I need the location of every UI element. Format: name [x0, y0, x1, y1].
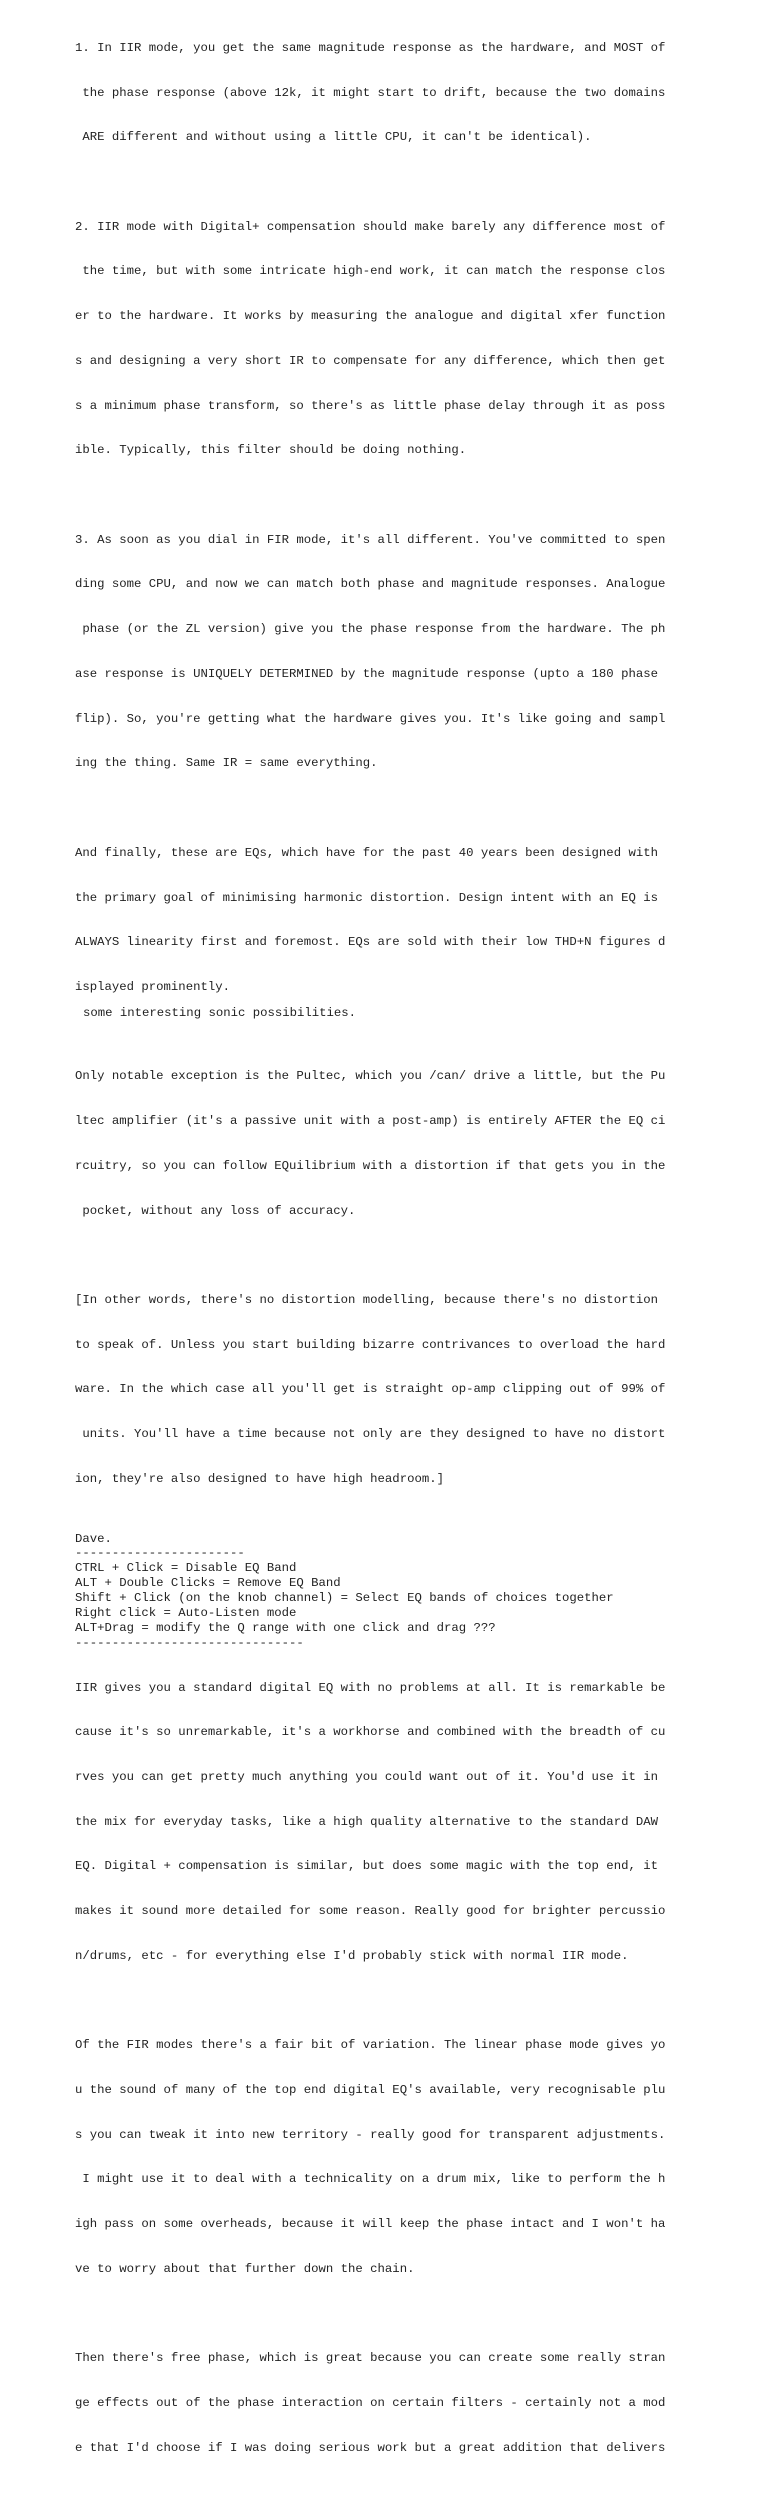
text-line: the mix for everyday tasks, like a high quality alternative to the standard DAW [75, 1814, 658, 1829]
text-line: igh pass on some overheads, because it will keep the phase intact and I won't ha [75, 2217, 666, 2232]
text-line: to speak of. Unless you start building bizarre contrivances to overload the hard [75, 1337, 666, 1352]
separator-long: ------------------------------- [75, 1635, 304, 1650]
paragraph-review-iir [75, 1651, 755, 1994]
text-line: ARE different and without using a little CPU, it can't be identical). [75, 130, 592, 145]
text-line: the primary goal of minimising harmonic distortion. Design intent with an EQ is [75, 890, 658, 905]
text-line: Then there's free phase, which is great because you can create some really stran [75, 2351, 666, 2366]
text-line: EQ. Digital + compensation is similar, but does some magic with the top end, it [75, 1859, 658, 1874]
text-line: ware. In the which case all you'll get is straight op-amp clipping out of 99% of [75, 1382, 666, 1397]
paragraph-review-free-phase [75, 2321, 755, 2485]
shortcut-item: Right click = Auto-Listen mode [75, 1606, 297, 1621]
text-line: Of the FIR modes there's a fair bit of variation. The linear phase mode gives yo [75, 2038, 666, 2053]
text-line: pocket, without any loss of accuracy. [75, 1203, 356, 1218]
shortcut-item: ALT+Drag = modify the Q range with one click and drag ??? [75, 1620, 496, 1635]
paragraph-pultec [75, 1040, 755, 1249]
text-line: ltec amplifier (it's a passive unit with a post-amp) is entirely AFTER the EQ ci [75, 1114, 666, 1129]
paragraph-eq-design-intent [75, 816, 755, 1025]
shortcut-item: ALT + Double Clicks = Remove EQ Band [75, 1576, 341, 1591]
text-line: And finally, these are EQs, which have for the past 40 years been designed with [75, 845, 658, 860]
document-body [75, 11, 755, 2500]
text-line: phase (or the ZL version) give you the phase response from the hardware. The ph [75, 622, 666, 637]
paragraph-iir-mode [75, 11, 755, 175]
text-line: ible. Typically, this filter should be doing nothing. [75, 443, 467, 458]
text-line: Only notable exception is the Pultec, which you /can/ drive a little, but the Pu [75, 1069, 666, 1084]
text-line: isplayed prominently. [75, 979, 230, 994]
text-line: ing the thing. Same IR = same everything. [75, 756, 378, 771]
text-line: s you can tweak it into new territory - really good for transparent adjustments. [75, 2127, 666, 2142]
text-line: I might use it to deal with a technicality on a drum mix, like to perform the h [75, 2172, 666, 2187]
shortcut-item: CTRL + Click = Disable EQ Band [75, 1561, 297, 1576]
text-line: er to the hardware. It works by measuring the analogue and digital xfer function [75, 309, 666, 324]
paragraph-distortion-note [75, 1263, 755, 1516]
text-line: IIR gives you a standard digital EQ with no problems at all. It is remarkable be [75, 1680, 666, 1695]
text-line: ion, they're also designed to have high headroom.] [75, 1471, 444, 1486]
separator-short: ----------------------- [75, 1546, 245, 1561]
text-line: units. You'll have a time because not only are they designed to have no distort [75, 1427, 666, 1442]
text-line: cause it's so unremarkable, it's a workhorse and combined with the breadth of cu [75, 1725, 666, 1740]
shortcut-item: Shift + Click (on the knob channel) = Select EQ bands of choices together [75, 1591, 614, 1606]
text-line: ding some CPU, and now we can match both phase and magnitude responses. Analogue [75, 577, 666, 592]
text-line: ve to worry about that further down the chain. [75, 2261, 415, 2276]
signature: Dave. [75, 1531, 112, 1546]
text-line: the time, but with some intricate high-end work, it can match the response clos [75, 264, 666, 279]
text-line: e that I'd choose if I was doing serious work but a great addition that delivers [75, 2440, 666, 2455]
text-line: n/drums, etc - for everything else I'd probably stick with normal IIR mode. [75, 1948, 629, 1963]
signature-block [75, 1532, 755, 1562]
paragraph-digital-plus [75, 190, 755, 488]
text-line: the phase response (above 12k, it might start to drift, because the two domains [75, 85, 666, 100]
text-line: flip). So, you're getting what the hardware gives you. It's like going and sampl [75, 711, 666, 726]
text-line: s and designing a very short IR to compensate for any difference, which then get [75, 353, 666, 368]
text-line: s a minimum phase transform, so there's as little phase delay through it as poss [75, 398, 666, 413]
text-line: 3. As soon as you dial in FIR mode, it's all different. You've committed to spen [75, 532, 666, 547]
shortcut-list [75, 1561, 755, 1650]
paragraph-review-fir [75, 2008, 755, 2306]
text-line: ALWAYS linearity first and foremost. EQs are sold with their low THD+N figures d [75, 935, 666, 950]
text-line: rcuitry, so you can follow EQuilibrium with a distortion if that gets you in the [75, 1158, 666, 1173]
paragraph-fir-mode [75, 503, 755, 801]
text-line: 2. IIR mode with Digital+ compensation should make barely any difference most of [75, 219, 666, 234]
text-line: makes it sound more detailed for some reason. Really good for brighter percussio [75, 1904, 666, 1919]
text-line: ge effects out of the phase interaction on certain filters - certainly not a mod [75, 2395, 666, 2410]
page-bottom-line: some interesting sonic possibilities. [83, 1006, 357, 1020]
text-line: [In other words, there's no distortion modelling, because there's no distortion [75, 1293, 658, 1308]
text-line: ase response is UNIQUELY DETERMINED by the magnitude response (upto a 180 phase [75, 666, 658, 681]
text-line: 1. In IIR mode, you get the same magnitude response as the hardware, and MOST of [75, 40, 666, 55]
text-line: rves you can get pretty much anything you could want out of it. You'd use it in [75, 1769, 658, 1784]
text-line: u the sound of many of the top end digital EQ's available, very recognisable plu [75, 2082, 666, 2097]
